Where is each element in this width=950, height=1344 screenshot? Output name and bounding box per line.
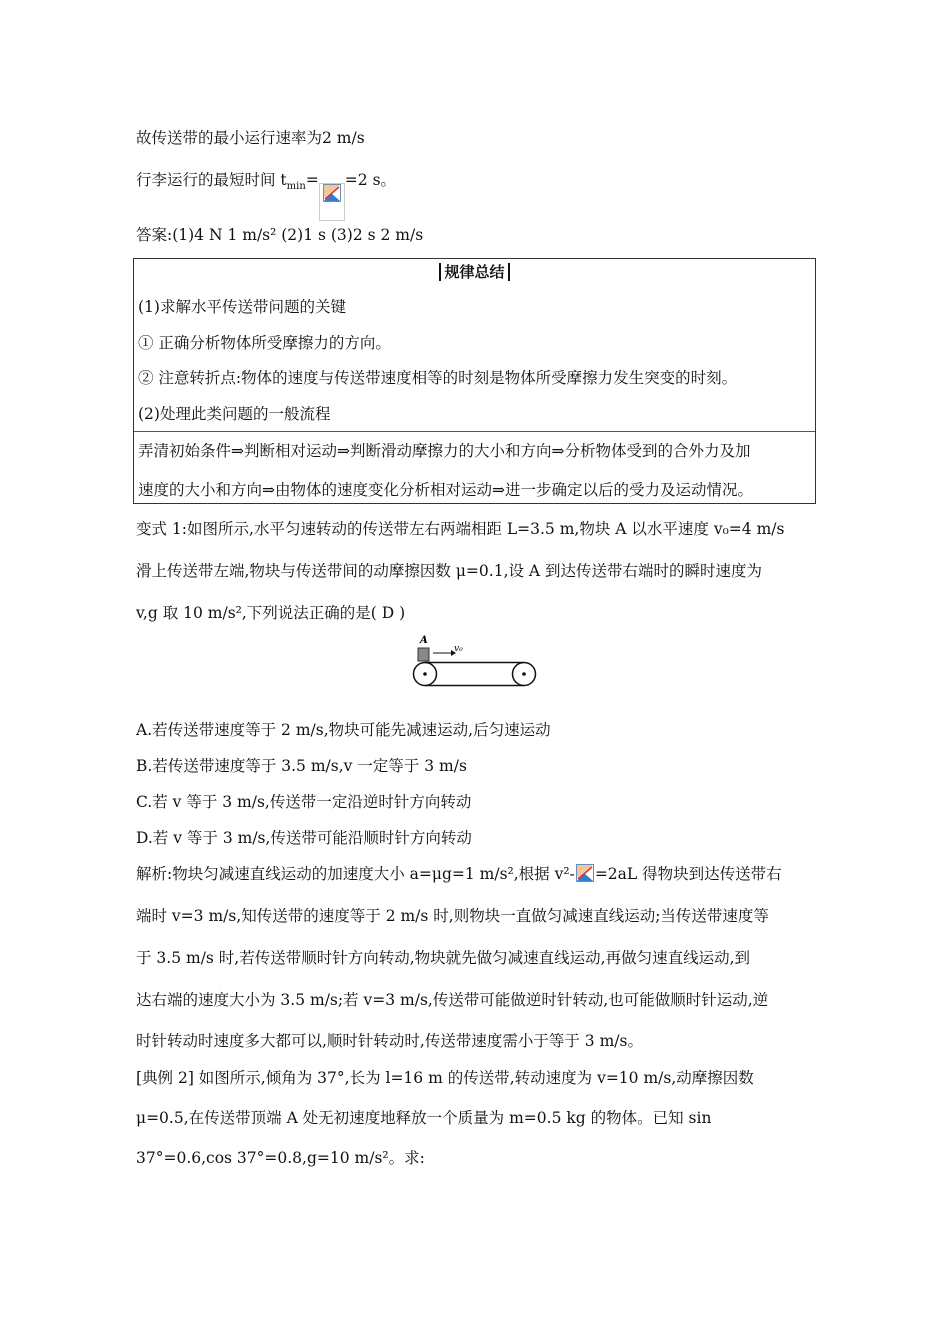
summary-line: ① 正确分析物体所受摩擦力的方向。 [138,334,391,352]
summary-line: 弄清初始条件⇒判断相对运动⇒判断滑动摩擦力的大小和方向⇒分析物体受到的合外力及加 [138,442,751,460]
min-time-line [136,170,396,221]
summary-line: (2)处理此类问题的一般流程 [138,405,331,423]
example2-line: μ=0.5,在传送带顶端 A 处无初速度地释放一个质量为 m=0.5 kg 的物体。已知 sin [136,1109,712,1127]
equals-sign: = [305,171,319,189]
formula-image-icon [576,864,594,882]
variant-line: 滑上传送带左端,物块与传送带间的动摩擦因数 μ=0.1,设 A 到达传送带右端时的瞬时速度为 [136,562,763,580]
min-time-result: =2 s。 [344,171,397,189]
summary-line: (1)求解水平传送带问题的关键 [138,298,346,316]
option-b: B.若传送带速度等于 3.5 m/s,v 一定等于 3 m/s [136,757,467,775]
analysis-line: 端时 v=3 m/s,知传送带的速度等于 2 m/s 时,则物块一直做匀减速直线运动;当传送带速度等 [136,907,769,925]
min-time-subscript: min [286,181,306,193]
min-time-text: 行李运行的最短时间 t [136,171,287,189]
variant-line: v,g 取 10 m/s²,下列说法正确的是( D ) [136,604,406,622]
summary-line: 速度的大小和方向⇒由物体的速度变化分析相对运动⇒进一步确定以后的受力及运动情况。 [138,481,753,499]
summary-line: ② 注意转折点:物体的速度与传送带速度相等的时刻是物体所受摩擦力发生突变的时刻。 [138,369,738,387]
example2-line: [典例 2] 如图所示,倾角为 37°,长为 l=16 m 的传送带,转动速度为 v=10 m/s,动摩擦因数 [136,1069,754,1087]
conveyor-belt-figure [408,632,543,692]
analysis-line: 达右端的速度大小为 3.5 m/s;若 v=3 m/s,传送带可能做逆时针转动,也可能做顺时针运动,逆 [136,991,769,1009]
block-a-label: A [420,635,428,646]
example2-line: 37°=0.6,cos 37°=0.8,g=10 m/s²。求: [136,1149,425,1167]
summary-divider [134,431,815,432]
velocity-label: v₀ [454,644,463,654]
analysis-line: 时针转动时速度多大都可以,顺时针转动时,传送带速度需小于等于 3 m/s。 [136,1032,643,1050]
option-c: C.若 v 等于 3 m/s,传送带一定沿逆时针方向转动 [136,793,472,811]
answer-line: 答案:(1)4 N 1 m/s² (2)1 s (3)2 s 2 m/s [136,226,424,244]
summary-title: 规律总结 [134,261,815,282]
analysis-line: 于 3.5 m/s 时,若传送带顺时针方向转动,物块就先做匀减速直线运动,再做匀速直线运动,到 [136,949,751,967]
block-a [418,648,429,661]
summary-box [133,258,816,504]
option-a: A.若传送带速度等于 2 m/s,物块可能先减速运动,后匀速运动 [136,721,551,739]
variant-line: 变式 1:如图所示,水平匀速转动的传送带左右两端相距 L=3.5 m,物块 A 以水平速度 v₀=4 m/s [136,520,785,538]
formula-image-icon [319,183,345,221]
option-d: D.若 v 等于 3 m/s,传送带可能沿顺时针方向转动 [136,829,472,847]
analysis-line: 解析:物块匀减速直线运动的加速度大小 a=μg=1 m/s²,根据 v²- =2aL 得物块到达传送带右 [136,865,782,883]
min-speed-line: 故传送带的最小运行速率为2 m/s [136,129,365,147]
